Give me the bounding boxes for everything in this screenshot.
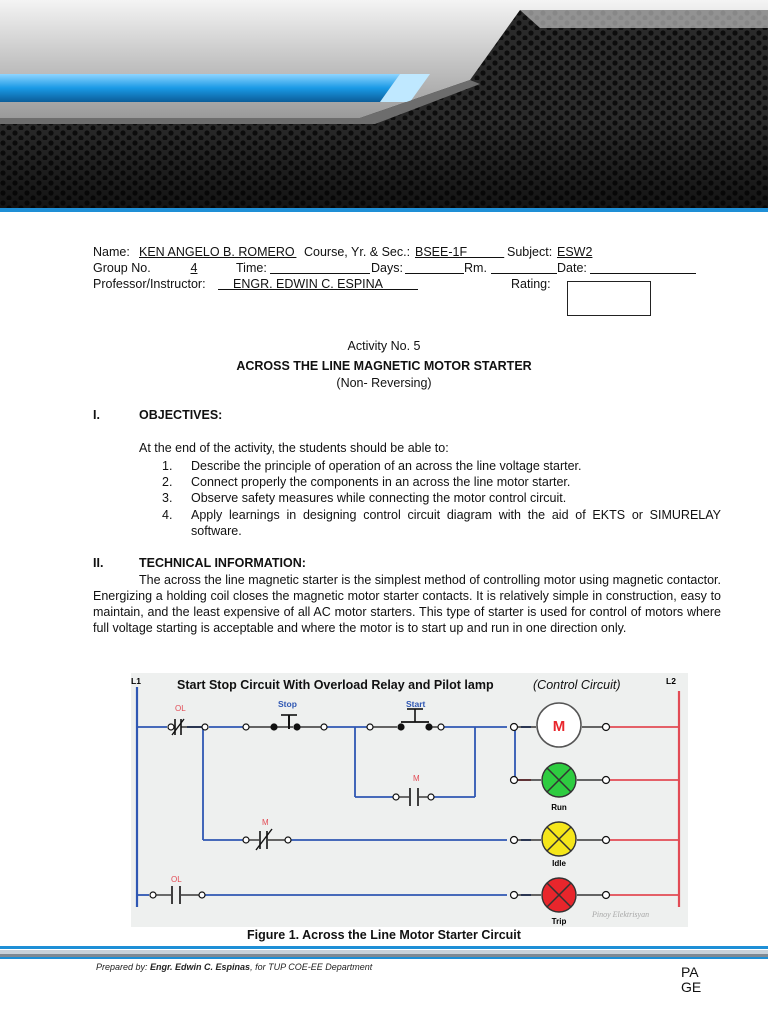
objectives-heading: OBJECTIVES:	[139, 408, 223, 422]
ol-nc-contact	[168, 719, 208, 735]
ol-no-contact	[150, 886, 205, 904]
page-label: PA GE	[681, 964, 702, 995]
stop-button	[243, 715, 327, 730]
name-value: KEN ANGELO B. ROMERO	[139, 245, 295, 259]
trip-label: Trip	[551, 917, 567, 926]
technical-body: The across the line magnetic starter is the simplest method of controlling motor using magnetic contactor. Energizing a holding coil closes the magnetic motor starter contacts. It is relatively simple in construction, easy to maintain, and the least expensive of all AC motor starters. This type of starter is used for control of motors where full voltage starting is acceptable and where the motor is to start up and run in one direction only.	[93, 573, 721, 635]
footer-rule	[0, 946, 768, 962]
activity-subtitle: (Non- Reversing)	[336, 376, 432, 390]
prepared-by	[96, 962, 372, 972]
figure-title: Start Stop Circuit With Overload Relay and Pilot lamp	[177, 678, 494, 692]
days-blank	[405, 273, 464, 274]
group-label: Group No.	[93, 261, 151, 275]
objectives-numeral: I.	[93, 408, 100, 422]
idle-lamp	[542, 822, 576, 856]
technical-numeral: II.	[93, 556, 104, 570]
l2-label: L2	[666, 676, 676, 686]
activity-title: ACROSS THE LINE MAGNETIC MOTOR STARTER	[236, 359, 532, 373]
subject-value: ESW2	[557, 245, 593, 259]
m-nc-label: M	[262, 818, 269, 827]
rm-blank	[491, 273, 557, 274]
objective-text: Describe the principle of operation of an across the line voltage starter.	[191, 459, 582, 473]
group-value: 4	[190, 261, 198, 275]
motor-coil	[537, 703, 581, 747]
rm-label: Rm.	[464, 261, 487, 275]
start-button	[367, 709, 444, 730]
stop-label: Stop	[278, 699, 297, 709]
prepared-name: Engr. Edwin C. Espinas	[150, 962, 251, 972]
ol-bottom-label: OL	[171, 875, 182, 884]
m-nc-contact	[243, 829, 291, 850]
course-value: BSEE-1F	[415, 245, 468, 259]
objective-text: Connect properly the components in an across the line motor starter.	[191, 475, 571, 489]
objective-number: 3.	[162, 491, 173, 505]
m-seal-contact	[393, 788, 434, 806]
figure-title-paren: (Control Circuit)	[533, 678, 621, 692]
rating-label: Rating:	[511, 277, 551, 291]
prepared-suffix: , for TUP COE-EE Department	[250, 962, 373, 972]
header-banner	[0, 0, 768, 212]
course-underline	[466, 245, 504, 260]
m-contact-label: M	[413, 774, 420, 783]
l1-label: L1	[131, 676, 141, 686]
time-blank	[270, 273, 370, 274]
objective-text: Apply learnings in designing control circuit diagram with the aid of EKTS or SIMURELAY software.	[191, 508, 721, 538]
professor-value: ENGR. EDWIN C. ESPINA	[233, 277, 384, 291]
course-label: Course, Yr. & Sec.:	[304, 245, 411, 259]
days-label: Days:	[371, 261, 403, 275]
run-lamp	[542, 763, 576, 797]
prepared-prefix: Prepared by:	[96, 962, 151, 972]
objective-number: 2.	[162, 475, 173, 489]
date-blank	[590, 273, 696, 274]
activity-number: Activity No. 5	[347, 339, 421, 353]
ol-top-label: OL	[175, 704, 186, 713]
control-circuit-figure	[131, 673, 688, 927]
date-label: Date:	[557, 261, 587, 275]
time-label: Time:	[236, 261, 267, 275]
watermark: Pinoy Elektrisyan	[592, 910, 650, 919]
name-underline	[286, 245, 296, 260]
figure-caption: Figure 1. Across the Line Motor Starter Circuit	[247, 928, 521, 942]
motor-label: M	[552, 718, 566, 735]
objectives-intro: At the end of the activity, the students should be able to:	[139, 441, 449, 455]
technical-heading: TECHNICAL INFORMATION:	[139, 556, 306, 570]
subject-label: Subject:	[507, 245, 553, 259]
rating-box	[567, 281, 651, 316]
objective-number: 1.	[162, 459, 173, 473]
professor-label: Professor/Instructor:	[93, 277, 206, 291]
objective-text: Observe safety measures while connecting the motor control circuit.	[191, 491, 567, 505]
trip-lamp	[542, 878, 576, 912]
start-label: Start	[406, 699, 426, 709]
idle-label: Idle	[552, 859, 566, 868]
objective-number: 4.	[162, 508, 173, 522]
name-label: Name:	[93, 245, 130, 259]
run-label: Run	[551, 803, 567, 812]
